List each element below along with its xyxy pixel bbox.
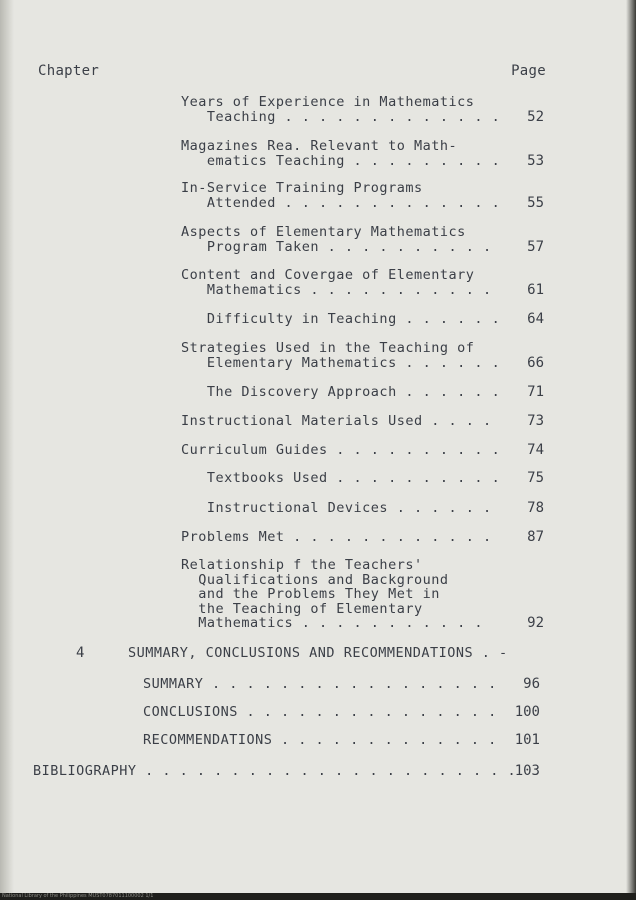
toc-entry-line: the Teaching of Elementary <box>181 600 423 617</box>
toc-page-recommendations: 101 <box>514 732 540 748</box>
toc-entry-summary: SUMMARY . . . . . . . . . . . . . . . . . <box>143 676 497 692</box>
toc-entry-line: Curriculum Guides . . . . . . . . . . <box>181 442 501 458</box>
toc-entry-line: Strategies Used in the Teaching of <box>181 340 475 356</box>
toc-entry-line: Aspects of Elementary Mathematics <box>181 224 466 240</box>
toc-page-number: 61 <box>527 281 544 298</box>
toc-entry-line: Mathematics . . . . . . . . . . . <box>181 281 492 298</box>
toc-entry-line: Teaching . . . . . . . . . . . . . <box>181 108 501 125</box>
toc-entry-recommendations: RECOMMENDATIONS . . . . . . . . . . . . . <box>143 732 497 748</box>
toc-page-number: 55 <box>527 194 544 211</box>
toc-page-conclusions: 100 <box>514 704 540 720</box>
toc-page-number: 73 <box>527 413 544 429</box>
toc-entry-conclusions: CONCLUSIONS . . . . . . . . . . . . . . . <box>143 704 497 720</box>
toc-entry-line: Content and Covergae of Elementary <box>181 267 475 283</box>
toc-entry-line: Elementary Mathematics . . . . . . <box>181 354 501 371</box>
toc-entry-line: and the Problems They Met in <box>181 586 440 602</box>
toc-entry-line: Mathematics . . . . . . . . . . . <box>181 615 483 631</box>
toc-entry-line: ematics Teaching . . . . . . . . . <box>181 152 501 169</box>
toc-entry-line: Textbooks Used . . . . . . . . . . <box>181 470 501 486</box>
toc-entry-line: Years of Experience in Mathematics <box>181 94 475 110</box>
chapter-column-header: Chapter <box>38 63 100 79</box>
chapter-number: 4 <box>76 645 85 661</box>
toc-entry-line: Difficulty in Teaching . . . . . . <box>181 311 501 327</box>
toc-entry-bibliography: BIBLIOGRAPHY . . . . . . . . . . . . . . . . . . . . . . <box>33 763 517 779</box>
toc-page-number: 64 <box>527 311 544 327</box>
toc-entry-line: Relationship f the Teachers' <box>181 557 423 573</box>
toc-page-summary: 96 <box>523 676 540 692</box>
toc-page-number: 92 <box>527 615 544 631</box>
toc-entry-line: Magazines Rea. Relevant to Math- <box>181 138 458 154</box>
toc-page-number: 66 <box>527 354 544 371</box>
toc-entry-line: Instructional Devices . . . . . . <box>181 500 492 516</box>
toc-page-number: 53 <box>527 152 544 169</box>
toc-entry-line: In-Service Training Programs <box>181 180 423 196</box>
toc-page-number: 71 <box>527 384 544 400</box>
toc-page-number: 75 <box>527 470 544 486</box>
page-column-header: Page <box>511 63 546 79</box>
scan-footer: National Library of the Philippines MUST0787011100002 1/1 <box>0 893 636 900</box>
toc-page-bibliography: 103 <box>514 763 540 779</box>
toc-entry-line: Qualifications and Background <box>181 571 449 588</box>
toc-entry-line: Attended . . . . . . . . . . . . . <box>181 194 501 211</box>
chapter-title: SUMMARY, CONCLUSIONS AND RECOMMENDATIONS . - <box>128 645 508 661</box>
toc-page-number: 87 <box>527 529 544 545</box>
toc-entry-line: Program Taken . . . . . . . . . . <box>181 238 492 255</box>
toc-entry-line: Problems Met . . . . . . . . . . . . <box>181 529 492 545</box>
toc-page-number: 74 <box>527 442 544 458</box>
toc-page-number: 57 <box>527 238 544 255</box>
toc-page-number: 52 <box>527 108 544 125</box>
toc-entry-line: Instructional Materials Used . . . . <box>181 413 492 429</box>
toc-entry-line: The Discovery Approach . . . . . . <box>181 384 501 400</box>
toc-page-number: 78 <box>527 500 544 516</box>
